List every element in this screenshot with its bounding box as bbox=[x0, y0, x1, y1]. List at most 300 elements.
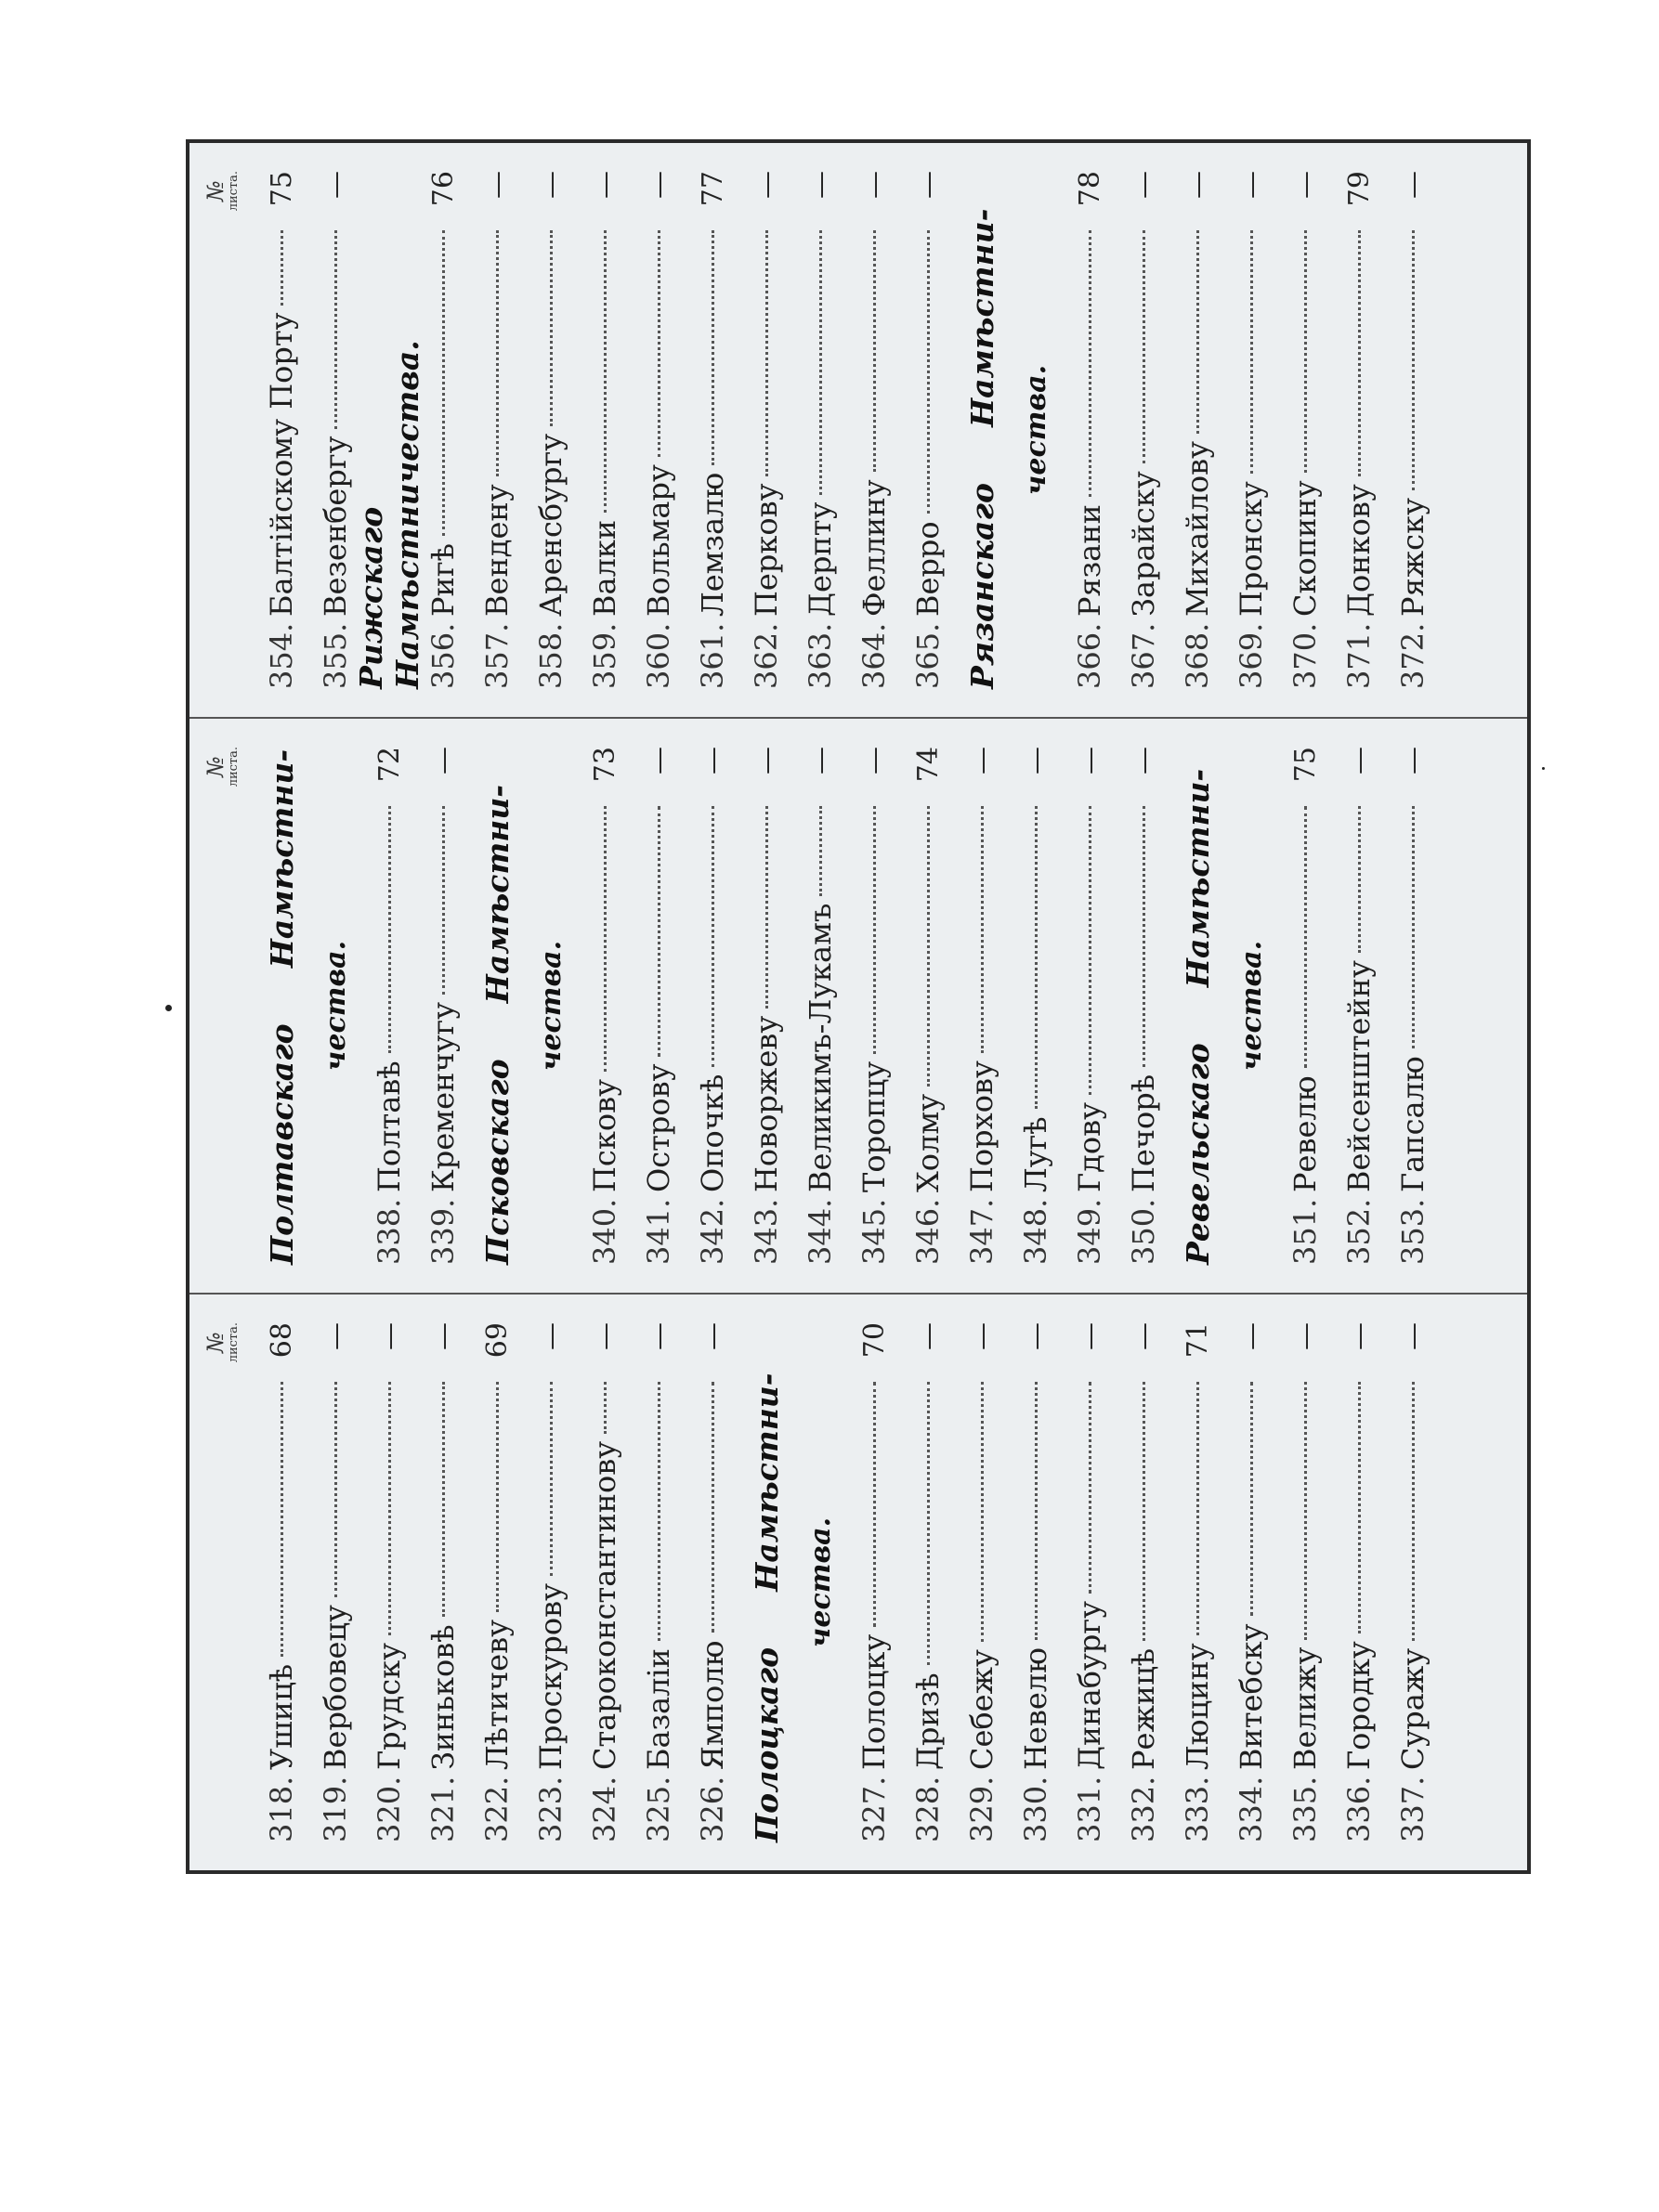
sheet-number: — bbox=[642, 171, 675, 199]
town-name: Полтавѣ bbox=[372, 1060, 407, 1192]
province-heading bbox=[739, 1322, 793, 1842]
town-name: Холму bbox=[910, 1093, 946, 1192]
entry-number: 357. bbox=[479, 622, 515, 689]
town-name: Феллину bbox=[856, 479, 892, 617]
dot-leader bbox=[333, 230, 337, 429]
dot-leader bbox=[280, 230, 283, 306]
dot-leader bbox=[657, 806, 660, 1057]
town-name: Ригѣ bbox=[425, 543, 461, 617]
province-heading-continuation: чества. bbox=[1234, 940, 1268, 1072]
dot-leader bbox=[1411, 1382, 1415, 1641]
sheet-number: 72 bbox=[372, 747, 406, 783]
town-name: Новоржеву bbox=[749, 1015, 784, 1192]
index-entry bbox=[1117, 171, 1170, 689]
index-entry bbox=[1332, 1322, 1386, 1842]
sheet-number: — bbox=[1288, 171, 1322, 199]
scanned-page bbox=[186, 139, 1531, 1874]
dot-leader bbox=[872, 806, 876, 1054]
sheet-number: — bbox=[1342, 747, 1376, 774]
sheet-number: 69 bbox=[480, 1322, 514, 1359]
ink-speck bbox=[1542, 767, 1545, 770]
sheet-number: — bbox=[1073, 1322, 1106, 1350]
entry-number: 362. bbox=[749, 622, 784, 689]
dot-leader bbox=[818, 230, 822, 495]
entry-number: 321. bbox=[425, 1776, 461, 1842]
sheet-number: 74 bbox=[911, 747, 945, 783]
dot-leader bbox=[711, 806, 714, 1067]
entry-number: 338. bbox=[372, 1198, 407, 1265]
town-name: Перкову bbox=[749, 483, 784, 617]
entry-number: 331. bbox=[1072, 1776, 1107, 1842]
index-entry bbox=[362, 1322, 416, 1842]
index-entry bbox=[308, 1322, 362, 1842]
dot-leader bbox=[1249, 230, 1253, 474]
index-entry bbox=[524, 1322, 578, 1842]
entry-number: 323. bbox=[533, 1776, 568, 1842]
sheet-number: — bbox=[534, 1322, 568, 1350]
dot-leader bbox=[1303, 230, 1307, 473]
sheet-number: — bbox=[857, 171, 891, 199]
index-entry bbox=[470, 1322, 524, 1842]
index-entry bbox=[1009, 747, 1063, 1265]
town-name: Полоцку bbox=[856, 1633, 892, 1770]
town-name: Лѣтичеву bbox=[479, 1620, 515, 1770]
dot-leader bbox=[711, 1382, 714, 1633]
index-entry bbox=[1117, 1322, 1170, 1842]
index-entry bbox=[578, 1322, 632, 1842]
province-word: Намѣстни- bbox=[478, 784, 516, 1004]
number-sign: № bbox=[202, 180, 229, 202]
entry-number: 328. bbox=[910, 1776, 946, 1842]
number-sublabel: листа. bbox=[227, 747, 241, 787]
province-name: Ревельскаго bbox=[1179, 1043, 1216, 1265]
index-entry bbox=[847, 171, 901, 689]
dot-leader bbox=[926, 806, 930, 1086]
sheet-number: — bbox=[319, 171, 352, 199]
index-column bbox=[189, 143, 1527, 719]
town-name: Староконстантинову bbox=[587, 1440, 622, 1770]
entry-number: 349. bbox=[1072, 1198, 1107, 1265]
dot-leader bbox=[1195, 230, 1199, 434]
sheet-number: 78 bbox=[1073, 171, 1106, 207]
sheet-number: — bbox=[588, 171, 621, 199]
entry-number: 353. bbox=[1395, 1198, 1430, 1265]
town-name: Аренсбургу bbox=[533, 433, 568, 617]
rotated-table bbox=[189, 143, 1527, 1870]
index-entry bbox=[1063, 1322, 1117, 1842]
index-column bbox=[189, 1295, 1527, 1870]
index-entry bbox=[362, 747, 416, 1265]
dot-leader bbox=[603, 1382, 607, 1434]
sheet-number: — bbox=[1396, 1322, 1430, 1350]
town-name: Порхову bbox=[964, 1060, 999, 1192]
town-name: Режицѣ bbox=[1126, 1647, 1161, 1770]
index-entry bbox=[1063, 747, 1117, 1265]
sheet-number: — bbox=[534, 171, 568, 199]
dot-leader bbox=[657, 230, 660, 457]
entry-number: 319. bbox=[318, 1776, 353, 1842]
dot-leader bbox=[1357, 230, 1361, 476]
town-name: Велижу bbox=[1287, 1646, 1323, 1770]
page-number-label bbox=[203, 1322, 240, 1362]
sheet-number: — bbox=[965, 747, 999, 774]
sheet-number: — bbox=[642, 747, 675, 774]
dot-leader bbox=[387, 806, 391, 1053]
entry-number: 372. bbox=[1395, 622, 1430, 689]
dot-leader bbox=[1088, 806, 1091, 1095]
sheet-number: 70 bbox=[857, 1322, 891, 1359]
town-name: Острову bbox=[641, 1063, 676, 1192]
index-entry bbox=[1063, 171, 1117, 689]
sheet-number: — bbox=[1181, 171, 1214, 199]
town-name: Зиньковѣ bbox=[425, 1624, 461, 1770]
entry-number: 335. bbox=[1287, 1776, 1323, 1842]
entry-number: 333. bbox=[1180, 1776, 1215, 1842]
entry-number: 351. bbox=[1287, 1198, 1323, 1265]
sheet-number: 75 bbox=[1288, 747, 1322, 783]
dot-leader bbox=[603, 806, 607, 1072]
index-entry bbox=[793, 171, 847, 689]
sheet-number: — bbox=[911, 1322, 945, 1350]
entry-list bbox=[255, 171, 1440, 689]
town-name: Скопину bbox=[1287, 480, 1323, 617]
sheet-number: — bbox=[319, 1322, 352, 1350]
dot-leader bbox=[1142, 230, 1145, 463]
province-name: Полоцкаго bbox=[748, 1646, 785, 1842]
sheet-number: — bbox=[803, 171, 837, 199]
dot-leader bbox=[495, 230, 499, 476]
sheet-number: 76 bbox=[426, 171, 460, 207]
page-number-label bbox=[203, 747, 240, 787]
town-name: Балтійскому Порту bbox=[264, 312, 299, 617]
town-name: Грудску bbox=[372, 1643, 407, 1770]
province-word: Намѣстни- bbox=[748, 1373, 785, 1592]
entry-number: 361. bbox=[695, 622, 730, 689]
town-name: Себежу bbox=[964, 1649, 999, 1770]
entry-number: 348. bbox=[1018, 1198, 1053, 1265]
index-entry bbox=[470, 171, 524, 689]
town-name: Кременчугу bbox=[425, 1002, 461, 1192]
entry-number: 350. bbox=[1126, 1198, 1161, 1265]
province-heading-continuation: чества. bbox=[1019, 364, 1052, 496]
index-entry bbox=[1386, 171, 1440, 689]
index-entry bbox=[1278, 747, 1332, 1265]
dot-leader bbox=[387, 1382, 391, 1635]
sheet-number: — bbox=[1073, 747, 1106, 774]
index-entry bbox=[686, 171, 739, 689]
index-entry bbox=[1278, 1322, 1332, 1842]
town-name: Дерпту bbox=[803, 501, 838, 617]
index-entry bbox=[1117, 747, 1170, 1265]
sheet-number: — bbox=[426, 747, 460, 774]
town-name: Донкову bbox=[1341, 484, 1377, 617]
entry-number: 355. bbox=[318, 622, 353, 689]
sheet-number: — bbox=[803, 747, 837, 774]
dot-leader bbox=[1411, 230, 1415, 490]
town-name: Лемзалю bbox=[695, 472, 730, 617]
sheet-number: — bbox=[911, 171, 945, 199]
entry-number: 368. bbox=[1180, 622, 1215, 689]
index-entry bbox=[416, 1322, 470, 1842]
index-entry bbox=[686, 1322, 739, 1842]
entry-number: 340. bbox=[587, 1198, 622, 1265]
dot-leader bbox=[1088, 230, 1091, 497]
town-name: Невелю bbox=[1018, 1647, 1053, 1770]
index-entry bbox=[255, 171, 308, 689]
index-column bbox=[189, 719, 1527, 1295]
dot-leader bbox=[980, 1382, 984, 1642]
dot-leader bbox=[441, 1382, 445, 1617]
sheet-number: — bbox=[696, 747, 729, 774]
town-name: Торопцу bbox=[856, 1060, 892, 1192]
province-name: Полтавскаго bbox=[263, 1023, 300, 1265]
dot-leader bbox=[926, 230, 930, 514]
index-entry bbox=[1386, 1322, 1440, 1842]
town-name: Базаліи bbox=[641, 1647, 676, 1770]
entry-number: 369. bbox=[1234, 622, 1269, 689]
sheet-number: — bbox=[480, 171, 514, 199]
town-name: Вейсенштейну bbox=[1341, 960, 1377, 1192]
number-sign: № bbox=[202, 1332, 229, 1353]
entry-number: 347. bbox=[964, 1198, 999, 1265]
index-entry bbox=[1332, 747, 1386, 1265]
index-entry bbox=[793, 747, 847, 1265]
page-number-label bbox=[203, 171, 240, 211]
town-name: Гдову bbox=[1072, 1102, 1107, 1192]
index-entry bbox=[1224, 171, 1278, 689]
sheet-number: 71 bbox=[1181, 1322, 1214, 1359]
town-name: Печорѣ bbox=[1126, 1073, 1161, 1192]
town-name: Ушицѣ bbox=[264, 1663, 299, 1770]
province-word: Намѣстни- bbox=[263, 748, 300, 969]
town-name: Вендену bbox=[479, 484, 515, 617]
entry-number: 339. bbox=[425, 1198, 461, 1265]
entry-number: 343. bbox=[749, 1198, 784, 1265]
town-name: Гапсалю bbox=[1395, 1056, 1430, 1192]
town-name: Люцину bbox=[1180, 1643, 1215, 1770]
dot-leader bbox=[1142, 1382, 1145, 1641]
index-entry bbox=[416, 171, 470, 689]
dot-leader bbox=[280, 1382, 283, 1657]
dot-leader bbox=[1034, 806, 1038, 1109]
dot-leader bbox=[1142, 806, 1145, 1067]
index-entry bbox=[955, 747, 1009, 1265]
entry-number: 364. bbox=[856, 622, 892, 689]
dot-leader bbox=[764, 230, 768, 476]
dot-leader bbox=[333, 1382, 337, 1597]
index-entry bbox=[955, 1322, 1009, 1842]
town-name: Пскову bbox=[587, 1079, 622, 1192]
town-name: Городку bbox=[1341, 1641, 1377, 1770]
dot-leader bbox=[603, 230, 607, 513]
town-name: Зарайску bbox=[1126, 471, 1161, 617]
sheet-number: — bbox=[1127, 747, 1160, 774]
index-entry bbox=[632, 171, 686, 689]
index-entry bbox=[578, 747, 632, 1265]
index-entry bbox=[308, 171, 362, 689]
index-entry bbox=[847, 747, 901, 1265]
entry-number: 322. bbox=[479, 1776, 515, 1842]
sheet-number: — bbox=[965, 1322, 999, 1350]
dot-leader bbox=[495, 1382, 499, 1612]
province-heading-continuation: чества. bbox=[319, 940, 352, 1072]
town-name: Ряжску bbox=[1395, 498, 1430, 617]
entry-number: 360. bbox=[641, 622, 676, 689]
dot-leader bbox=[872, 230, 876, 472]
town-name: Верро bbox=[910, 521, 946, 617]
sheet-number: — bbox=[1127, 1322, 1160, 1350]
column-header bbox=[189, 1322, 245, 1842]
entry-number: 363. bbox=[803, 622, 838, 689]
index-entry bbox=[632, 747, 686, 1265]
province-heading: Рижскаго Намѣстничества. bbox=[353, 340, 425, 689]
sheet-number: — bbox=[1127, 171, 1160, 199]
town-name: Ревелю bbox=[1287, 1075, 1323, 1192]
dot-leader bbox=[764, 806, 768, 1008]
entry-number: 332. bbox=[1126, 1776, 1161, 1842]
entry-number: 366. bbox=[1072, 622, 1107, 689]
dot-leader bbox=[926, 1382, 930, 1665]
entry-number: 356. bbox=[425, 622, 461, 689]
sheet-number: — bbox=[696, 1322, 729, 1350]
dot-leader bbox=[818, 806, 822, 896]
column-header bbox=[189, 171, 245, 689]
dot-leader bbox=[1195, 1382, 1199, 1635]
dot-leader bbox=[549, 230, 553, 426]
sheet-number: — bbox=[1234, 1322, 1268, 1350]
entry-number: 320. bbox=[372, 1776, 407, 1842]
sheet-number: — bbox=[426, 1322, 460, 1350]
dot-leader bbox=[1411, 806, 1415, 1048]
sheet-number: — bbox=[1342, 1322, 1376, 1350]
town-name: Витебску bbox=[1234, 1623, 1269, 1770]
town-name: Опочкѣ bbox=[695, 1073, 730, 1192]
entry-number: 359. bbox=[587, 622, 622, 689]
dot-leader bbox=[980, 806, 984, 1053]
sheet-number: — bbox=[588, 1322, 621, 1350]
dot-leader bbox=[1303, 806, 1307, 1068]
dot-leader bbox=[711, 230, 714, 465]
sheet-number: — bbox=[1288, 1322, 1322, 1350]
town-name: Лугѣ bbox=[1018, 1116, 1053, 1192]
province-heading bbox=[470, 747, 524, 1265]
number-sublabel: листа. bbox=[227, 171, 241, 212]
province-heading bbox=[1170, 747, 1224, 1265]
index-entry bbox=[1332, 171, 1386, 689]
town-name: Михайлову bbox=[1180, 441, 1215, 617]
sheet-number: — bbox=[1396, 747, 1430, 774]
ink-speck bbox=[165, 1005, 172, 1011]
entry-list bbox=[255, 747, 1440, 1265]
entry-number: 337. bbox=[1395, 1776, 1430, 1842]
province-name: Рязанскаго bbox=[963, 483, 1000, 689]
dot-leader bbox=[1034, 1382, 1038, 1640]
sheet-number: 75 bbox=[265, 171, 298, 207]
dot-leader bbox=[1249, 1382, 1253, 1617]
entry-number: 336. bbox=[1341, 1776, 1377, 1842]
entry-list bbox=[255, 1322, 1440, 1842]
entry-number: 346. bbox=[910, 1198, 946, 1265]
entry-number: 326. bbox=[695, 1776, 730, 1842]
entry-number: 371. bbox=[1341, 622, 1377, 689]
index-entry bbox=[901, 171, 955, 689]
sheet-number: — bbox=[857, 747, 891, 774]
index-entry bbox=[255, 1322, 308, 1842]
sheet-number: — bbox=[642, 1322, 675, 1350]
dot-leader bbox=[1357, 1382, 1361, 1633]
index-entry bbox=[739, 747, 793, 1265]
entry-number: 367. bbox=[1126, 622, 1161, 689]
province-name: Псковскаго bbox=[478, 1059, 516, 1265]
number-sublabel: листа. bbox=[227, 1322, 241, 1363]
index-entry bbox=[1278, 171, 1332, 689]
entry-number: 345. bbox=[856, 1198, 892, 1265]
index-entry bbox=[1170, 171, 1224, 689]
sheet-number: 77 bbox=[696, 171, 729, 207]
town-name: Вербовецу bbox=[318, 1605, 353, 1770]
sheet-number: 68 bbox=[265, 1322, 298, 1359]
index-entry bbox=[686, 747, 739, 1265]
dot-leader bbox=[1357, 806, 1361, 953]
town-name: Пронску bbox=[1234, 481, 1269, 617]
sheet-number: — bbox=[1019, 747, 1052, 774]
province-heading bbox=[255, 747, 308, 1265]
province-word: Намѣстни- bbox=[963, 208, 1000, 428]
index-entry bbox=[524, 171, 578, 689]
dot-leader bbox=[1088, 1382, 1091, 1594]
entry-number: 329. bbox=[964, 1776, 999, 1842]
entry-number: 325. bbox=[641, 1776, 676, 1842]
sheet-number: — bbox=[750, 747, 783, 774]
entry-number: 352. bbox=[1341, 1198, 1377, 1265]
town-name: Дризѣ bbox=[910, 1672, 946, 1770]
province-heading-continuation: чества. bbox=[534, 940, 568, 1072]
column-header bbox=[189, 747, 245, 1265]
sheet-number: — bbox=[1019, 1322, 1052, 1350]
province-heading bbox=[955, 171, 1009, 689]
entry-number: 327. bbox=[856, 1776, 892, 1842]
town-name: Рязани bbox=[1072, 504, 1107, 617]
entry-number: 341. bbox=[641, 1198, 676, 1265]
index-entry bbox=[1170, 1322, 1224, 1842]
dot-leader bbox=[872, 1382, 876, 1627]
index-entry bbox=[739, 171, 793, 689]
sheet-number: — bbox=[372, 1322, 406, 1350]
index-entry bbox=[1009, 1322, 1063, 1842]
entry-number: 354. bbox=[264, 622, 299, 689]
entry-number: 330. bbox=[1018, 1776, 1053, 1842]
town-name: Великимъ-Лукамъ bbox=[803, 903, 838, 1192]
index-entry bbox=[416, 747, 470, 1265]
sheet-number: 79 bbox=[1342, 171, 1376, 207]
index-columns bbox=[189, 143, 1527, 1870]
index-entry bbox=[578, 171, 632, 689]
index-entry bbox=[1386, 747, 1440, 1265]
index-entry bbox=[847, 1322, 901, 1842]
dot-leader bbox=[657, 1382, 660, 1641]
dot-leader bbox=[441, 230, 445, 536]
entry-number: 342. bbox=[695, 1198, 730, 1265]
town-name: Везенбергу bbox=[318, 436, 353, 617]
number-sign: № bbox=[202, 756, 229, 777]
province-word: Намѣстни- bbox=[1179, 768, 1216, 988]
entry-number: 370. bbox=[1287, 622, 1323, 689]
dot-leader bbox=[549, 1382, 553, 1576]
entry-number: 324. bbox=[587, 1776, 622, 1842]
index-entry bbox=[901, 1322, 955, 1842]
sheet-number: 73 bbox=[588, 747, 621, 783]
town-name: Валки bbox=[587, 519, 622, 617]
